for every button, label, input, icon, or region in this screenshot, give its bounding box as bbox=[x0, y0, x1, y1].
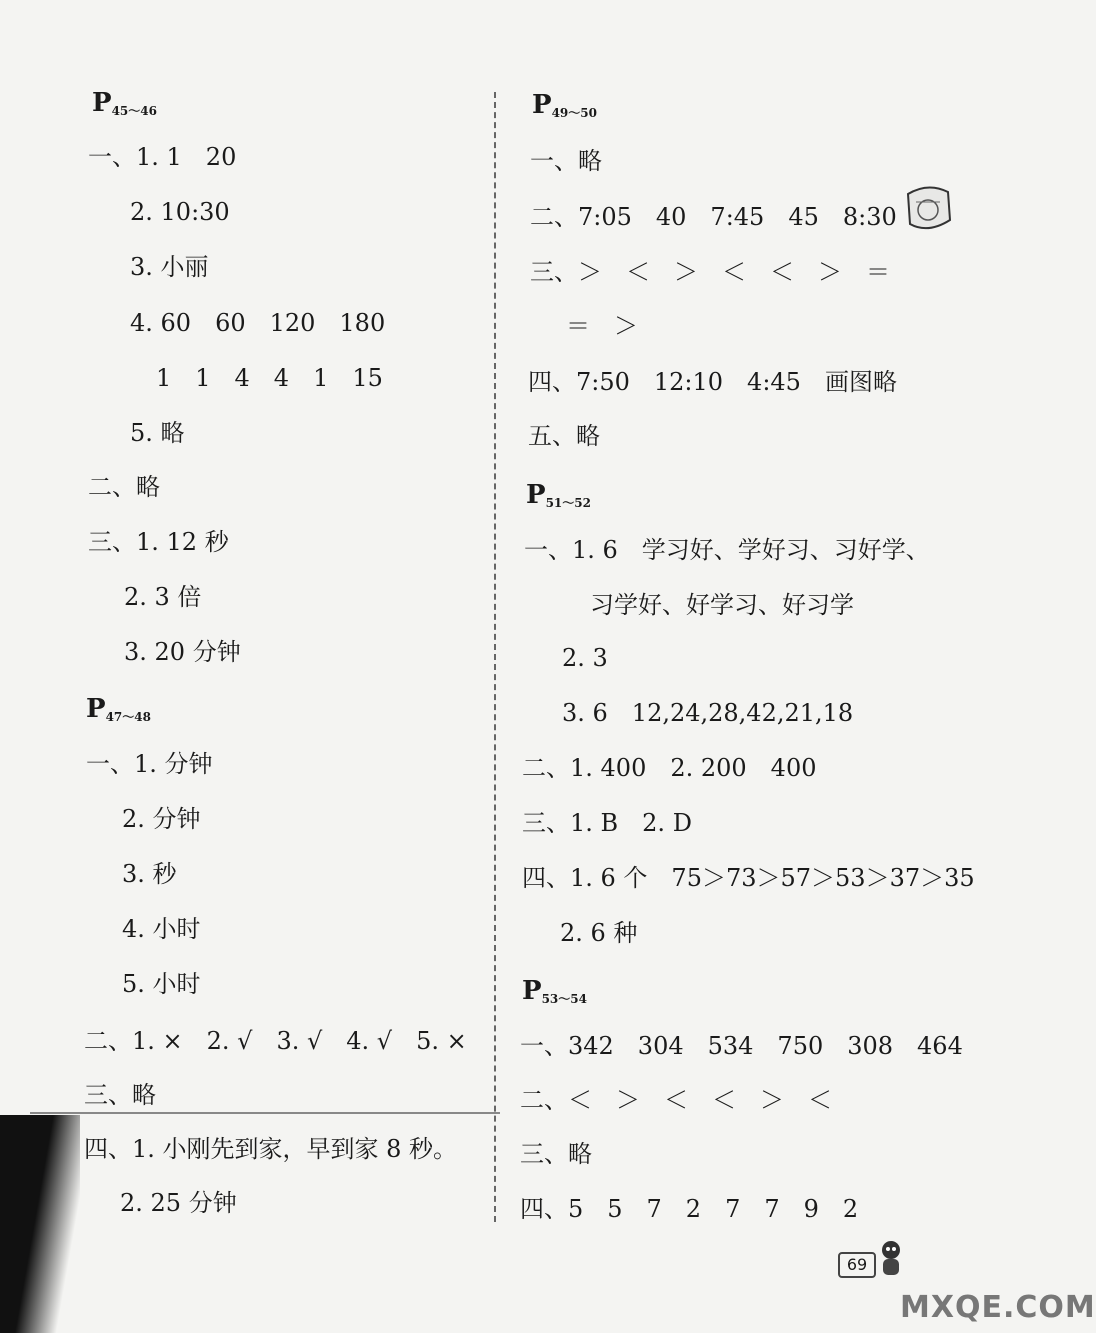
page-number-badge: 69 bbox=[838, 1252, 876, 1278]
answer-line: 二、1. × 2. √ 3. √ 4. √ 5. × bbox=[84, 1027, 467, 1055]
mascot-icon bbox=[874, 1238, 908, 1278]
answer-line: 五、略 bbox=[528, 422, 600, 450]
answer-line: 习学好、好学习、好习学 bbox=[590, 591, 854, 619]
answer-line: 2. 3 bbox=[562, 644, 608, 672]
answer-line: 三、略 bbox=[84, 1081, 156, 1109]
section-heading-p45-46: $P_{45\sim 46}$ bbox=[92, 88, 157, 118]
answer-line: 3. 小丽 bbox=[130, 253, 209, 281]
answer-line: 2. 6 种 bbox=[560, 919, 638, 947]
answer-line: ＝ ＞ bbox=[566, 312, 638, 340]
answer-line: 3. 20 分钟 bbox=[124, 638, 241, 666]
answer-line: 四、1. 小刚先到家，早到家 8 秒。 bbox=[84, 1135, 458, 1163]
page-edge-shadow bbox=[0, 1115, 80, 1333]
answer-line: 二、＜ ＞ ＜ ＜ ＞ ＜ bbox=[520, 1086, 832, 1114]
answer-line: 二、略 bbox=[88, 473, 160, 501]
answer-line: 2. 25 分钟 bbox=[120, 1189, 237, 1217]
section-heading-p49-50: $P_{49\sim 50}$ bbox=[532, 90, 597, 120]
answer-line: 2. 3 倍 bbox=[124, 583, 202, 611]
answer-line: 2. 10:30 bbox=[130, 198, 230, 226]
answer-line: 三、＞ ＜ ＞ ＜ ＜ ＞ ＝ bbox=[530, 258, 890, 286]
answer-line: 二、7:05 40 7:45 45 8:30 bbox=[530, 203, 897, 231]
answer-line: 4. 小时 bbox=[122, 915, 201, 943]
answer-line: 一、342 304 534 750 308 464 bbox=[520, 1032, 963, 1060]
answer-line: 一、略 bbox=[530, 147, 602, 175]
answer-line: 一、1. 1 20 bbox=[88, 143, 237, 171]
section-heading-p53-54: $P_{53\sim 54}$ bbox=[522, 976, 587, 1006]
answer-line: 5. 略 bbox=[130, 419, 185, 447]
answer-line: 5. 小时 bbox=[122, 970, 201, 998]
answer-line: 2. 分钟 bbox=[122, 805, 201, 833]
column-divider bbox=[494, 92, 496, 1222]
answer-line: 1 1 4 4 1 15 bbox=[156, 364, 383, 392]
answer-line: 二、1. 400 2. 200 400 bbox=[522, 754, 817, 782]
answer-line: 一、1. 6 学习好、学好习、习好学、 bbox=[524, 536, 930, 564]
answer-line: 三、略 bbox=[520, 1140, 592, 1168]
watermark: MXQE.COM bbox=[900, 1290, 1096, 1325]
answer-line: 一、1. 分钟 bbox=[86, 750, 213, 778]
answer-line: 四、5 5 7 2 7 7 9 2 bbox=[520, 1195, 859, 1223]
answer-line: 四、7:50 12:10 4:45 画图略 bbox=[528, 368, 897, 396]
answer-line: 3. 6 12,24,28,42,21,18 bbox=[562, 699, 854, 727]
answer-line: 4. 60 60 120 180 bbox=[130, 309, 386, 337]
page-fold-line bbox=[30, 1112, 500, 1114]
answer-line: 四、1. 6 个 75＞73＞57＞53＞37＞35 bbox=[522, 864, 975, 892]
section-heading-p47-48: $P_{47\sim 48}$ bbox=[86, 694, 151, 724]
section-heading-p51-52: $P_{51\sim 52}$ bbox=[526, 480, 591, 510]
answer-line: 三、1. 12 秒 bbox=[88, 528, 229, 556]
stamp-seal-icon bbox=[902, 180, 954, 236]
answer-line: 三、1. B 2. D bbox=[522, 809, 692, 837]
answer-line: 3. 秒 bbox=[122, 860, 177, 888]
